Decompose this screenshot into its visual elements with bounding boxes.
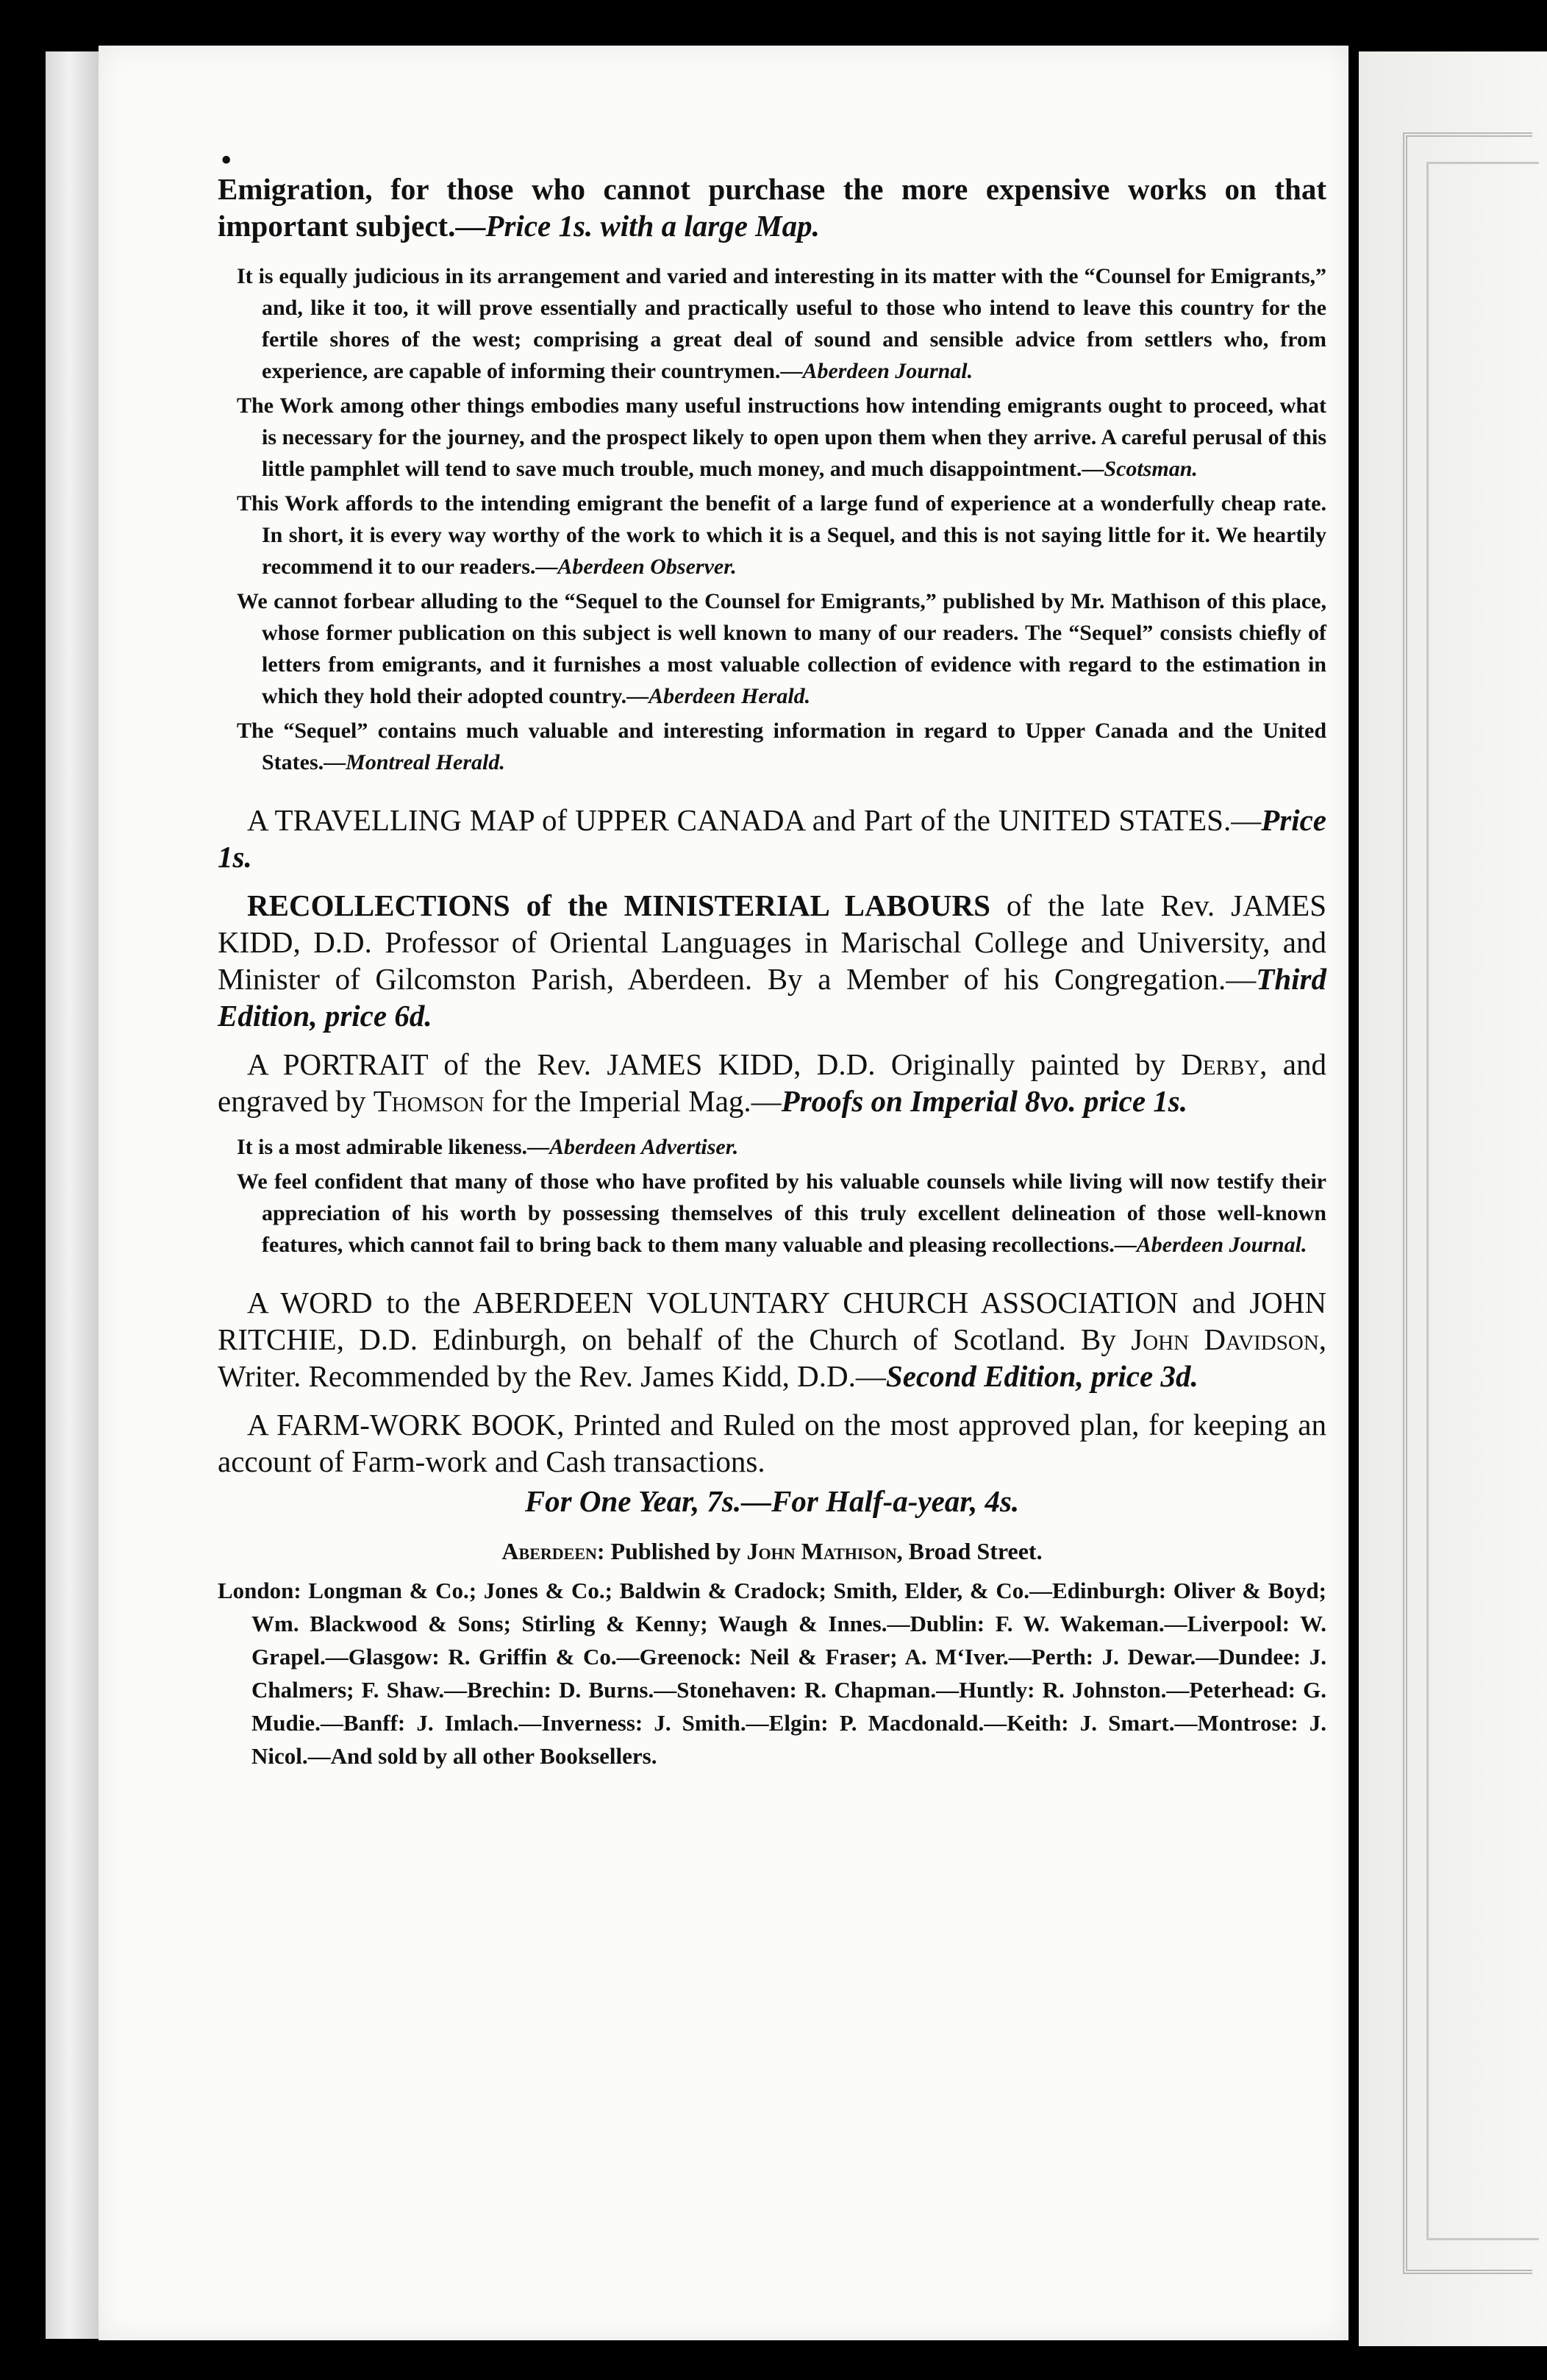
review-text: It is a most admirable likeness.— — [237, 1135, 550, 1159]
review-item — [218, 715, 1326, 778]
review-source: Aberdeen Herald. — [649, 684, 811, 708]
portrait-ad-price: Proofs on Imperial 8vo. price 1s. — [781, 1084, 1188, 1118]
publisher-street: , Broad Street. — [896, 1538, 1043, 1564]
facing-page-inner-border — [1426, 162, 1539, 2240]
sequel-ad-text: Emigration, for those who cannot purchase the more expensive works on that important subject.— — [218, 172, 1326, 243]
publisher-city: Aberdeen — [501, 1538, 597, 1564]
review-source: Scotsman. — [1104, 457, 1198, 481]
review-item — [218, 488, 1326, 582]
review-text: The Work among other things embodies many useful instructions how intending emigrants ought to proceed, what is necessary for the journey, and the prospect likely to open upon them when they arrive. A careful perusal of this little pamphlet will tend to save much trouble, much money, and much disappointment.— — [237, 393, 1326, 481]
facing-page-edge — [1359, 51, 1547, 2346]
portrait-ad-tail: for the Imperial Mag.— — [484, 1084, 782, 1118]
booksellers-list: London: Longman & Co.; Jones & Co.; Baldwin & Cradock; Smith, Elder, & Co.—Edinburgh: Oliver & Boyd; Wm. Blackwood & Sons; Stirling & Kenny; Waugh & Innes.—Dublin: F. W. Wakeman.—Liverpool: W. Grapel.—Glasgow: R. Griffin & Co.—Greenock: Neil & Fraser; A. M‘Iver.—Perth: J. Dewar.—Dundee: J. Chalmers; F. Shaw.—Brechin: D. Burns.—Stonehaven: R. Chapman.—Huntly: R. Johnston.—Peterhead: G. Mudie.—Banff: J. Imlach.—Inverness: J. Smith.—Elgin: P. Macdonald.—Keith: J. Smart.—Montrose: J. Nicol.—And sold by all other Booksellers. — [218, 1578, 1326, 1769]
map-ad-price: Price 1s. — [218, 803, 1326, 874]
review-item — [218, 390, 1326, 485]
review-text: This Work affords to the intending emigrant the benefit of a large fund of experience at a wonderfully cheap rate. In short, it is every way worthy of the work to which it is a Sequel, and this is not saying little for it. We heartily recommend it to our readers.— — [237, 491, 1326, 579]
portrait-engraver: Thomson — [373, 1084, 485, 1118]
review-source: Aberdeen Journal. — [802, 359, 973, 383]
farm-ad — [218, 1406, 1326, 1480]
review-item — [218, 585, 1326, 712]
recollections-ad — [218, 887, 1326, 1034]
review-source: Aberdeen Observer. — [557, 555, 737, 579]
map-ad — [218, 802, 1326, 875]
publisher-line — [218, 1534, 1326, 1568]
word-ad-author: John Davidson — [1131, 1322, 1319, 1356]
recollections-ad-title: RECOLLECTIONS of the MINISTERIAL LABOURS — [247, 888, 990, 922]
publisher-text: : Published by — [596, 1538, 747, 1564]
review-source: Montreal Herald. — [346, 750, 505, 774]
recollections-ad-text: of the late Rev. JAMES KIDD, D.D. Professor of Oriental Languages in Marischal College and University, and Minister of Gilcomston Parish, Aberdeen. By a Member of his Congregation.— — [218, 888, 1327, 996]
review-item — [218, 1131, 1326, 1163]
review-source: Aberdeen Journal. — [1136, 1233, 1307, 1257]
sequel-ad-price: Price 1s. with a large Map. — [485, 209, 820, 243]
ink-mark: • — [221, 142, 232, 178]
word-ad-text: A WORD to the ABERDEEN VOLUNTARY CHURCH ASSOCIATION and JOHN RITCHIE, D.D. Edinburgh, on behalf of the Church of Scotland. By — [218, 1286, 1326, 1356]
publisher-name: John Mathison — [746, 1538, 897, 1564]
portrait-ad — [218, 1046, 1326, 1119]
review-text: It is equally judicious in its arrangement and varied and interesting in its matter with the “Counsel for Emigrants,” and, like it too, it will prove essentially and practically useful to those who intend to leave this country for the fertile shores of the west; comprising a great deal of sound and sensible advice from settlers who, from experience, are capable of informing their countrymen.— — [237, 264, 1326, 383]
sequel-ad-lead — [218, 171, 1326, 244]
farm-ad-text: A FARM-WORK BOOK, Printed and Ruled on the most approved plan, for keeping an account of Farm-work and Cash transactions. — [218, 1408, 1326, 1478]
review-text: We feel confident that many of those who have profited by his valuable counsels while living will now testify their appreciation of his worth by possessing themselves of this truly excellent delineation of those well-known features, which cannot fail to bring back to them many valuable and pleasing recollections.— — [237, 1169, 1326, 1257]
review-item — [218, 1166, 1326, 1261]
review-text: The “Sequel” contains much valuable and interesting information in regard to Upper Canada and the United States.— — [237, 719, 1326, 774]
map-ad-text: A TRAVELLING MAP of UPPER CANADA and Part of the UNITED STATES.— — [247, 803, 1262, 837]
farm-ad-prices: For One Year, 7s.—For Half-a-year, 4s. — [524, 1484, 1020, 1518]
page-text — [218, 171, 1326, 1772]
portrait-ad-mid: , and engraved by — [218, 1047, 1326, 1118]
book-spine-edge — [46, 51, 99, 2339]
review-item — [218, 260, 1326, 387]
portrait-reviews — [218, 1131, 1326, 1261]
portrait-ad-text: A PORTRAIT of the Rev. JAMES KIDD, D.D. Originally painted by — [247, 1047, 1182, 1081]
sequel-reviews — [218, 260, 1326, 778]
word-ad-tail: , Writer. Recommended by the Rev. James Kidd, D.D.— — [218, 1322, 1327, 1393]
word-ad-price: Second Edition, price 3d. — [885, 1359, 1198, 1393]
recollections-ad-price: Third Edition, price 6d. — [218, 962, 1326, 1033]
review-text: We cannot forbear alluding to the “Sequel to the Counsel for Emigrants,” published by Mr. Mathison of this place, whose former publication on this subject is well known to many of our readers. The “Sequel” consists chiefly of letters from emigrants, and it furnishes a most valuable collection of evidence with regard to the estimation in which they hold their adopted country.— — [237, 589, 1326, 708]
portrait-painter: Derby — [1181, 1047, 1260, 1081]
review-source: Aberdeen Advertiser. — [549, 1135, 739, 1159]
word-ad — [218, 1284, 1326, 1394]
